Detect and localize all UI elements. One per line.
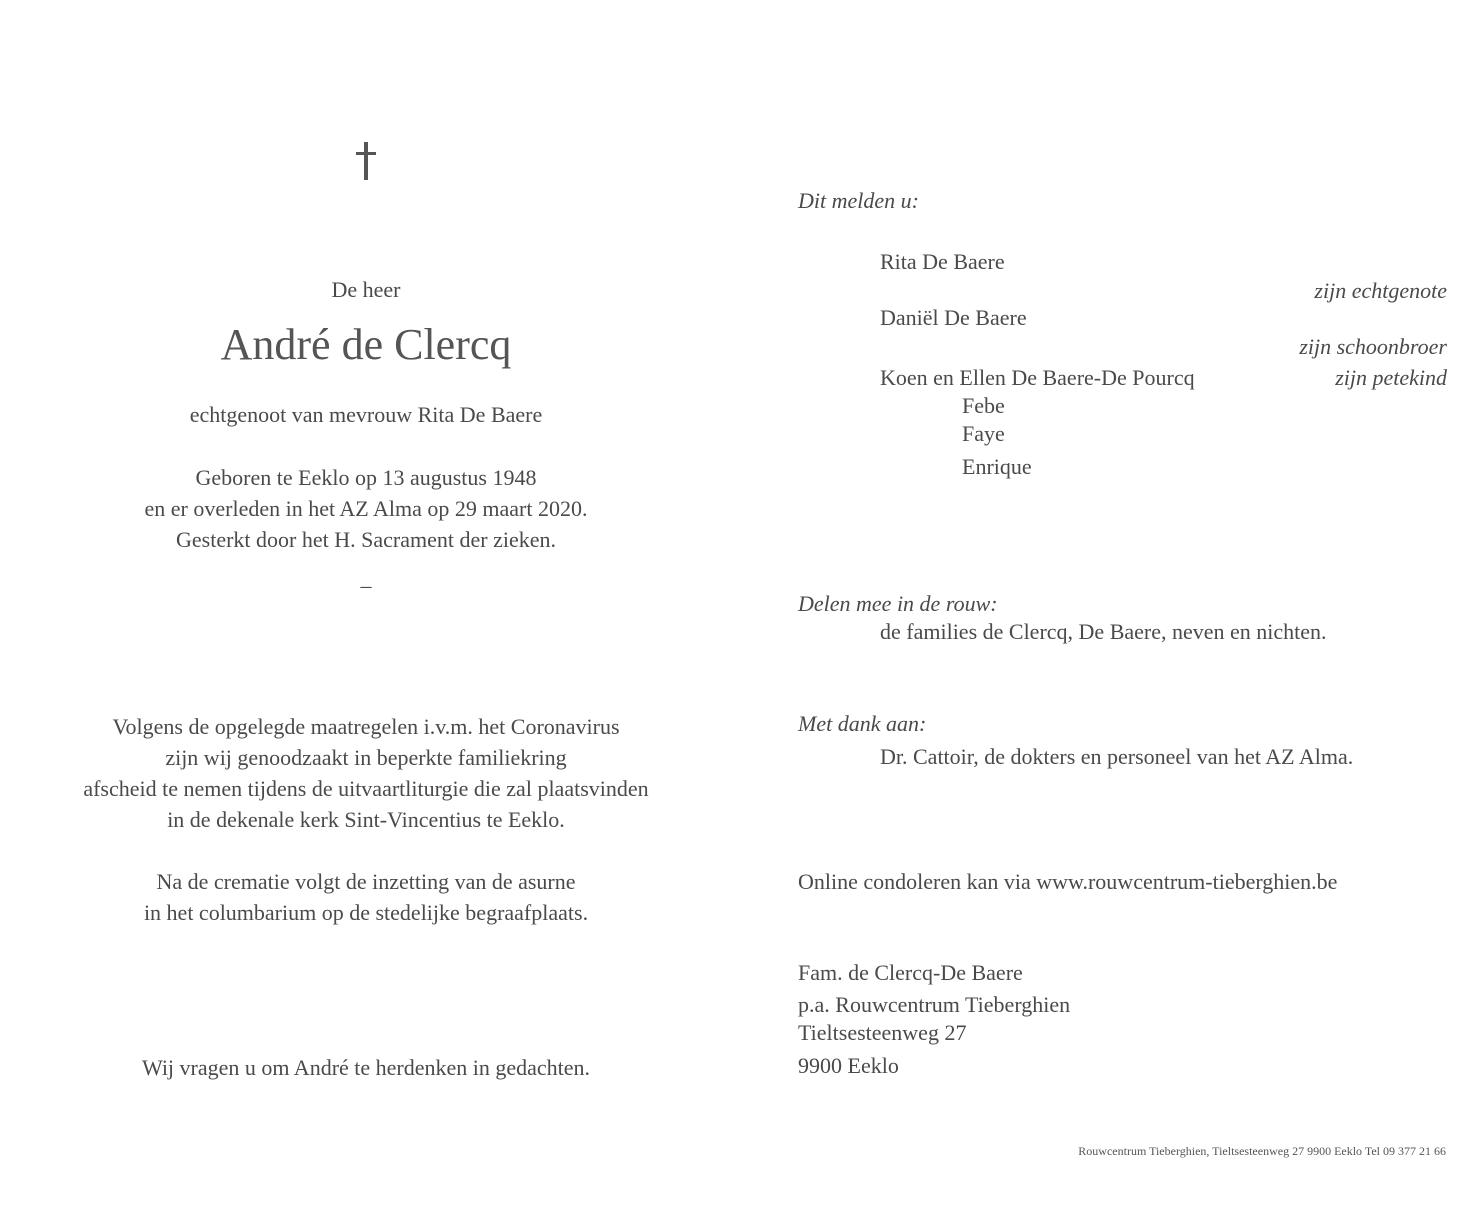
- address-family: Fam. de Clercq-De Baere: [798, 960, 1023, 985]
- cremation-line: Na de crematie volgt de inzetting van de asurne: [156, 869, 576, 894]
- spouse-line: echtgenoot van mevrouw Rita De Baere: [189, 402, 543, 427]
- latin-cross-icon: [346, 140, 386, 184]
- mourner-relation: zijn schoonbroer: [1299, 334, 1447, 359]
- share-heading: Delen mee in de rouw:: [798, 591, 998, 616]
- online-condolence: Online condoleren kan via www.rouwcentrum-tieberghien.be: [798, 869, 1338, 894]
- corona-notice: [0, 711, 732, 835]
- deceased-name: André de Clercq: [220, 320, 512, 369]
- address-city: 9900 Eeklo: [798, 1053, 899, 1078]
- mourner-relation: zijn petekind: [1335, 365, 1447, 390]
- corona-line: afscheid te nemen tijdens de uitvaartliturgie die zal plaatsvinden: [83, 776, 649, 801]
- mourner-relation: zijn echtgenote: [1314, 278, 1447, 303]
- cremation-line: in het columbarium op de stedelijke begraafplaats.: [143, 900, 589, 925]
- child-name: Faye: [962, 421, 1005, 446]
- separator: _: [360, 565, 372, 590]
- birth-death-block: [0, 462, 732, 555]
- announce-heading: Dit melden u:: [798, 188, 919, 213]
- address-care-of: p.a. Rouwcentrum Tieberghien: [798, 992, 1071, 1017]
- sacrament-line: Gesterkt door het H. Sacrament der zieken.: [176, 527, 556, 552]
- child-name: Enrique: [962, 454, 1032, 479]
- birth-line: Geboren te Eeklo op 13 augustus 1948: [195, 465, 537, 490]
- title-prefix: De heer: [331, 277, 401, 302]
- death-line: en er overleden in het AZ Alma op 29 maart 2020.: [144, 496, 588, 521]
- thanks-heading: Met dank aan:: [798, 711, 927, 736]
- mourner-name: Rita De Baere: [880, 249, 1005, 274]
- mourner-name: Daniël De Baere: [880, 305, 1027, 330]
- share-text: de families de Clercq, De Baere, neven en nichten.: [880, 619, 1327, 644]
- thanks-text: Dr. Cattoir, de dokters en personeel van het AZ Alma.: [880, 744, 1354, 769]
- cremation-notice: [0, 866, 732, 928]
- mourner-name: Koen en Ellen De Baere-De Pourcq: [880, 365, 1195, 390]
- corona-line: zijn wij genoodzaakt in beperkte familiekring: [165, 745, 567, 770]
- corona-line: Volgens de opgelegde maatregelen i.v.m. het Coronavirus: [112, 714, 620, 739]
- child-name: Febe: [962, 393, 1005, 418]
- address-street: Tieltsesteenweg 27: [798, 1020, 967, 1045]
- corona-line: in de dekenale kerk Sint-Vincentius te Eeklo.: [167, 807, 565, 832]
- footer-printer-line: Rouwcentrum Tieberghien, Tieltsesteenweg 27 9900 Eeklo Tel 09 377 21 66: [1078, 1144, 1446, 1158]
- remember-line: Wij vragen u om André te herdenken in gedachten.: [141, 1055, 591, 1080]
